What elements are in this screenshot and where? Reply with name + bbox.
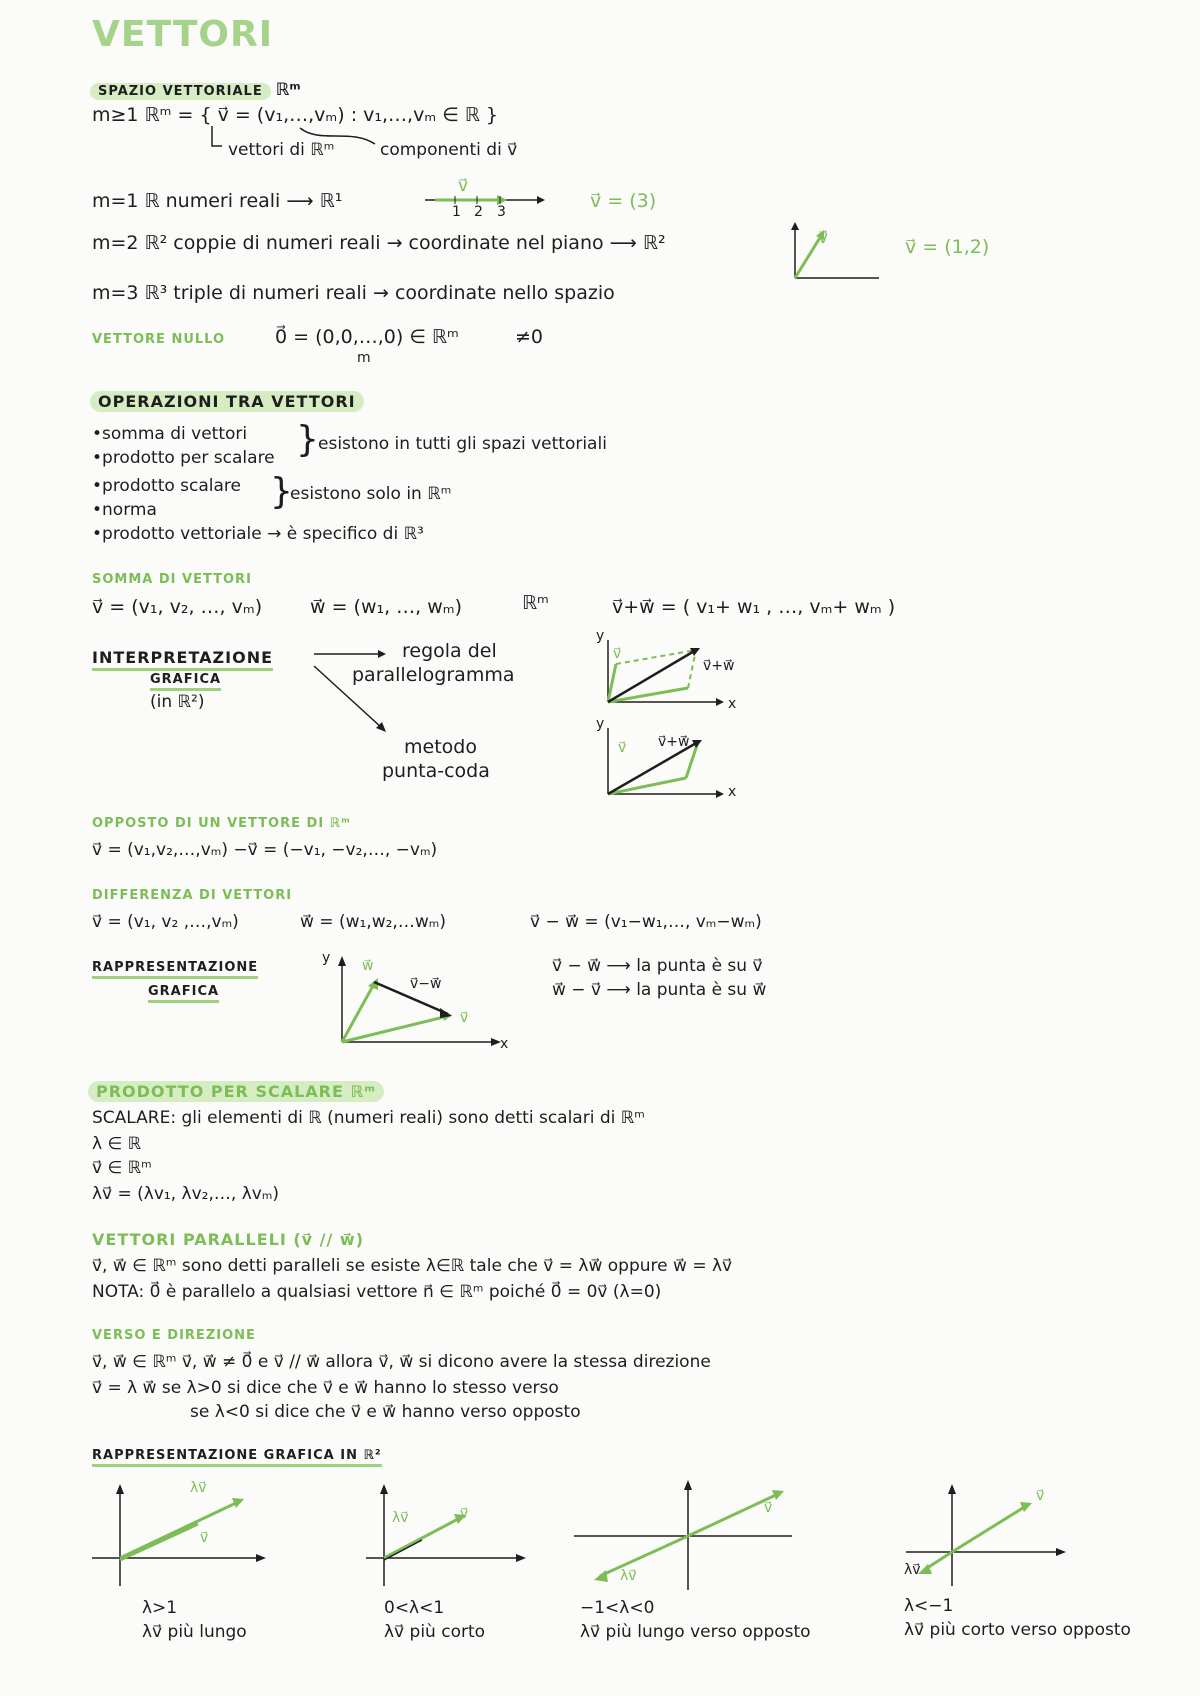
g4-desc: λv⃗ più lungo bbox=[142, 1622, 247, 1642]
g7-cond: λ<−1 bbox=[904, 1596, 954, 1616]
somma-heading: SOMMA DI VETTORI bbox=[92, 572, 252, 587]
r1-tick-1: 1 bbox=[452, 204, 461, 220]
g7-desc: λv⃗ più corto verso opposto bbox=[904, 1620, 1131, 1640]
metodo-2: punta-coda bbox=[382, 760, 490, 782]
rap-line1: RAPPRESENTAZIONE bbox=[92, 960, 258, 979]
g4-lam-label: λv⃗ bbox=[190, 1480, 207, 1496]
g3-axis-x: x bbox=[500, 1036, 509, 1052]
g7-v-label: v⃗ bbox=[1036, 1488, 1045, 1504]
prodotto-heading: PRODOTTO PER SCALARE ℝᵐ bbox=[88, 1081, 384, 1102]
g2-axis-x: x bbox=[728, 784, 737, 800]
brace-2-text: esistono solo in ℝᵐ bbox=[290, 484, 452, 504]
op-item-2: •prodotto per scalare bbox=[92, 448, 275, 468]
regola-1: regola del bbox=[402, 640, 497, 662]
graph-lambda-gt-1 bbox=[88, 1482, 268, 1592]
prodotto-l2: v⃗ ∈ ℝᵐ bbox=[92, 1158, 152, 1178]
opposto-def: v⃗ = (v₁,v₂,…,vₘ) −v⃗ = (−v₁, −v₂,…, −vₘ) bbox=[92, 840, 438, 860]
spazio-heading: SPAZIO VETTORIALE bbox=[90, 83, 271, 100]
verso-l1: v⃗, w⃗ ∈ ℝᵐ v⃗, w⃗ ≠ 0⃗ e v⃗ // w⃗ allora v⃗, w⃗ si dicono avere la stessa direzione bbox=[92, 1352, 711, 1372]
r1-vec-label: v⃗ bbox=[458, 176, 469, 196]
paralleli-l2: NOTA: 0⃗ è parallelo a qualsiasi vettore n⃗ ∈ ℝᵐ poiché 0⃗ = 0v⃗ (λ=0) bbox=[92, 1282, 662, 1302]
r1-vec-eq: v⃗ = (3) bbox=[590, 190, 657, 212]
nullo-m: m bbox=[357, 350, 371, 366]
somma-v: v⃗ = (v₁, v₂, …, vₘ) bbox=[92, 596, 263, 618]
op-item-3: •prodotto scalare bbox=[92, 476, 241, 496]
g6-v-label: v⃗ bbox=[764, 1500, 773, 1516]
r2-vec-eq: v⃗ = (1,2) bbox=[905, 236, 990, 258]
somma-w: w⃗ = (w₁, …, wₘ) bbox=[310, 596, 463, 618]
graph-lambda-lt-m1 bbox=[900, 1482, 1070, 1592]
operazioni-heading-wrap bbox=[90, 392, 364, 411]
g4-v-label: v⃗ bbox=[200, 1530, 209, 1546]
differenza-diff: v⃗ − w⃗ = (v₁−w₁,…, vₘ−wₘ) bbox=[530, 912, 762, 932]
brace-2: } bbox=[270, 471, 293, 512]
verso-l3: se λ<0 si dice che v⃗ e w⃗ hanno verso opposto bbox=[190, 1402, 581, 1422]
g6-desc: λv⃗ più lungo verso opposto bbox=[580, 1622, 811, 1642]
spazio-heading-sym: ℝᵐ bbox=[275, 80, 301, 100]
spazio-def: m≥1 ℝᵐ = { v⃗ = (v₁,…,vₘ) : v₁,…,vₘ ∈ ℝ } bbox=[92, 104, 498, 126]
differenza-w: w⃗ = (w₁,w₂,…wₘ) bbox=[300, 912, 446, 932]
brace-1-text: esistono in tutti gli spazi vettoriali bbox=[318, 434, 607, 454]
g4-cond: λ>1 bbox=[142, 1598, 178, 1618]
verso-l2: v⃗ = λ w⃗ se λ>0 si dice che v⃗ e w⃗ hanno lo stesso verso bbox=[92, 1378, 559, 1398]
g7-lam-label: λv⃗ bbox=[904, 1562, 921, 1578]
nullo-label: VETTORE NULLO bbox=[92, 332, 226, 347]
interp-line3: (in ℝ²) bbox=[150, 692, 205, 712]
somma-space: ℝᵐ bbox=[522, 592, 549, 614]
spazio-note-componenti: componenti di v⃗ bbox=[380, 140, 518, 160]
operazioni-heading: OPERAZIONI TRA VETTORI bbox=[90, 391, 364, 412]
g5-v-label: v⃗ bbox=[460, 1506, 469, 1522]
g5-desc: λv⃗ più corto bbox=[384, 1622, 486, 1642]
g6-lam-label: λv⃗ bbox=[620, 1568, 637, 1584]
rap-line2: GRAFICA bbox=[148, 984, 219, 1003]
opposto-heading: OPPOSTO DI UN VETTORE DI ℝᵐ bbox=[92, 816, 351, 831]
r2-mini-plot bbox=[785, 222, 885, 284]
spazio-m3: m=3 ℝ³ triple di numeri reali → coordinate nello spazio bbox=[92, 282, 615, 304]
spazio-m1: m=1 ℝ numeri reali ⟶ ℝ¹ bbox=[92, 190, 343, 212]
spazio-heading-row bbox=[90, 80, 301, 100]
differenza-note2: w⃗ − v⃗ ⟶ la punta è su w⃗ bbox=[552, 980, 767, 1000]
g1-sum-label: v⃗+w⃗ bbox=[703, 658, 735, 674]
g3-diff-label: v⃗−w⃗ bbox=[410, 976, 442, 992]
graph-lambda-m1-0 bbox=[570, 1478, 800, 1594]
nullo-neq: ≠0 bbox=[515, 326, 544, 348]
paralleli-heading: VETTORI PARALLELI (v⃗ // w⃗) bbox=[92, 1230, 364, 1249]
r1-tick-3: 3 bbox=[497, 204, 506, 220]
g3-w-label: w⃗ bbox=[362, 958, 374, 974]
g6-cond: −1<λ<0 bbox=[580, 1598, 655, 1618]
interp-line1: INTERPRETAZIONE bbox=[92, 648, 273, 671]
prodotto-l3: λv⃗ = (λv₁, λv₂,…, λvₘ) bbox=[92, 1184, 280, 1204]
verso-heading: VERSO E DIREZIONE bbox=[92, 1328, 256, 1343]
op-item-4: •norma bbox=[92, 500, 157, 520]
g5-lam-label: λv⃗ bbox=[392, 1510, 409, 1526]
brace-1: } bbox=[296, 419, 319, 460]
graph-differenza bbox=[330, 954, 510, 1050]
prodotto-l1: λ ∈ ℝ bbox=[92, 1134, 142, 1154]
r1-tick-2: 2 bbox=[474, 204, 483, 220]
metodo-1: metodo bbox=[404, 736, 477, 758]
op-item-5: •prodotto vettoriale → è specifico di ℝ³ bbox=[92, 524, 424, 544]
g2-sum-label: v⃗+w⃗ bbox=[658, 734, 690, 750]
prodotto-heading-wrap bbox=[88, 1082, 384, 1101]
rappresentazione-heading: RAPPRESENTAZIONE GRAFICA IN ℝ² bbox=[92, 1448, 382, 1467]
number-line-r1 bbox=[425, 180, 545, 220]
page-title: VETTORI bbox=[92, 14, 274, 55]
g1-v-label: v⃗ bbox=[613, 646, 622, 662]
g1-axis-y: y bbox=[596, 628, 605, 644]
interp-arrows bbox=[310, 646, 390, 736]
graph-lambda-0-1 bbox=[360, 1482, 530, 1592]
prodotto-scalare: SCALARE: gli elementi di ℝ (numeri reali) sono detti scalari di ℝᵐ bbox=[92, 1108, 645, 1128]
somma-sum: v⃗+w⃗ = ( v₁+ w₁ , …, vₘ+ wₘ ) bbox=[612, 596, 896, 618]
interp-line2: GRAFICA bbox=[150, 672, 221, 691]
r2-vec-label: v⃗ bbox=[818, 228, 829, 248]
spazio-note-vettori: vettori di ℝᵐ bbox=[228, 140, 335, 160]
g1-axis-x: x bbox=[728, 696, 737, 712]
g2-axis-y: y bbox=[596, 716, 605, 732]
g5-cond: 0<λ<1 bbox=[384, 1598, 445, 1618]
g3-axis-y: y bbox=[322, 950, 331, 966]
g2-v-label: v⃗ bbox=[618, 740, 627, 756]
g3-v-label: v⃗ bbox=[460, 1010, 469, 1026]
op-item-1: •somma di vettori bbox=[92, 424, 248, 444]
regola-2: parallelogramma bbox=[352, 664, 515, 686]
paralleli-l1: v⃗, w⃗ ∈ ℝᵐ sono detti paralleli se esiste λ∈ℝ tale che v⃗ = λw⃗ oppure w⃗ = λv⃗ bbox=[92, 1256, 733, 1276]
differenza-v: v⃗ = (v₁, v₂ ,…,vₘ) bbox=[92, 912, 239, 932]
spazio-m2: m=2 ℝ² coppie di numeri reali → coordinate nel piano ⟶ ℝ² bbox=[92, 232, 666, 254]
differenza-note1: v⃗ − w⃗ ⟶ la punta è su v⃗ bbox=[552, 956, 763, 976]
differenza-heading: DIFFERENZA DI VETTORI bbox=[92, 888, 293, 903]
nullo-def: 0⃗ = (0,0,…,0) ∈ ℝᵐ bbox=[275, 326, 459, 348]
